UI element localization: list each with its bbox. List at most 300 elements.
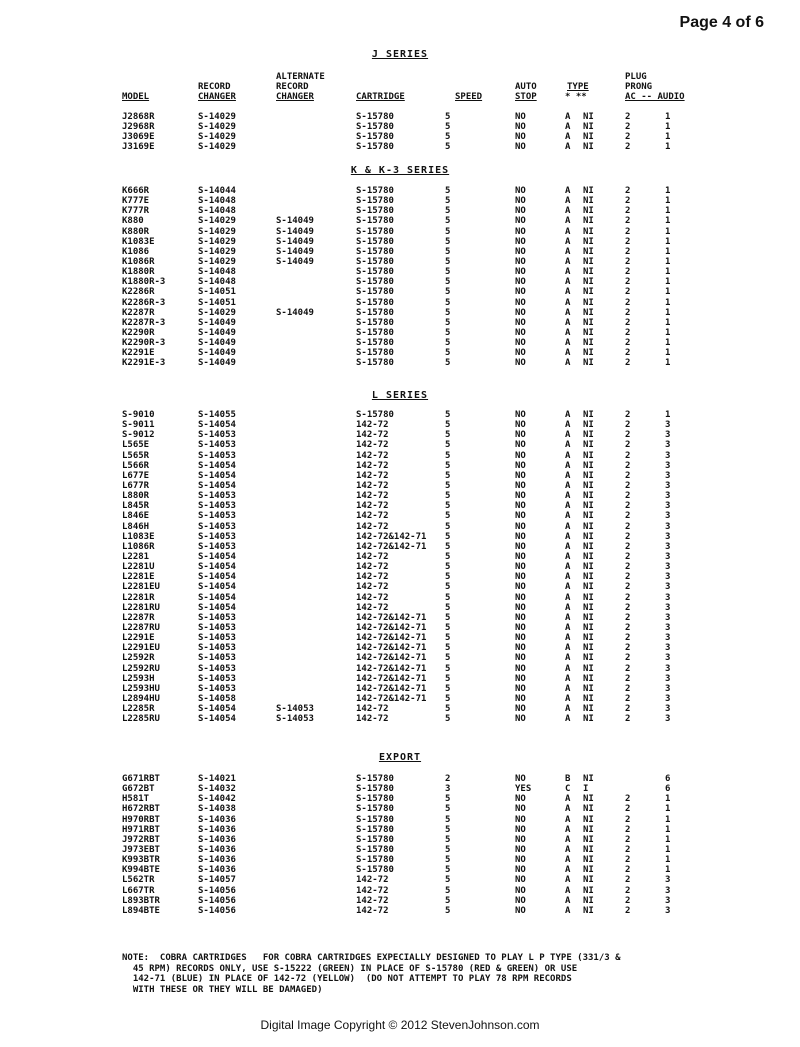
cell-record-changer: S-14029 <box>198 216 236 227</box>
table-row <box>0 287 800 297</box>
header-auto-2: STOP <box>515 92 537 102</box>
cell-cartridge: 142-72 <box>356 440 389 451</box>
cell-type-star: A <box>565 551 571 562</box>
cell-speed: 5 <box>445 602 451 613</box>
cell-model: L893BTR <box>122 895 160 906</box>
cell-plug-ac: 2 <box>625 338 631 349</box>
table-row <box>0 216 800 226</box>
cell-cartridge: 142-72 <box>356 501 389 512</box>
cell-plug-audio: 3 <box>665 562 671 573</box>
table-row <box>0 277 800 287</box>
cell-cartridge: S-15780 <box>356 267 394 278</box>
cell-type-double-star: NI <box>583 186 594 196</box>
cell-plug-ac: 2 <box>625 602 631 613</box>
cell-plug-audio: 3 <box>665 450 671 461</box>
cell-type-double-star: NI <box>583 122 594 133</box>
header-type-1: TYPE <box>567 82 589 92</box>
cell-type-star: A <box>565 206 571 217</box>
cell-type-double-star: NI <box>583 592 594 603</box>
cell-plug-ac: 2 <box>625 562 631 573</box>
cell-plug-ac: 2 <box>625 317 631 328</box>
cell-type-star: A <box>565 541 571 552</box>
table-row <box>0 501 800 511</box>
cell-type-star: A <box>565 256 571 267</box>
cell-plug-audio: 3 <box>665 491 671 502</box>
table-row <box>0 774 800 784</box>
cell-auto-stop: NO <box>515 186 526 196</box>
cell-type-double-star: NI <box>583 693 594 704</box>
cobra-cartridge-note: NOTE: COBRA CARTRIDGES FOR COBRA CARTRIDGES EXPECIALLY DESIGNED TO PLAY L P TYPE (331/3 & 45 RPM) RECORDS ONLY, USE S-15222 (GREEN) IN PLACE OF S-15780 (RED & GREEN) OR USE 142-71 (BLUE) IN PLACE OF 142-72 (YELLOW) (DO NOT ATTEMPT TO PLAY 78 RPM RECORDS WITH THESE OR THEY WILL BE DAMAGED) <box>122 953 621 995</box>
cell-auto-stop: NO <box>515 440 526 451</box>
cell-speed: 5 <box>445 814 451 825</box>
cell-type-star: A <box>565 420 571 431</box>
cell-plug-ac: 2 <box>625 673 631 684</box>
table-row <box>0 784 800 794</box>
cell-speed: 5 <box>445 673 451 684</box>
cell-record-changer: S-14053 <box>198 430 236 441</box>
cell-model: S-9010 <box>122 410 155 420</box>
cell-plug-audio: 3 <box>665 885 671 896</box>
cell-record-changer: S-14056 <box>198 885 236 896</box>
cell-model: L1086R <box>122 541 155 552</box>
cell-plug-audio: 1 <box>665 132 671 143</box>
cell-speed: 5 <box>445 643 451 654</box>
cell-model: K2286R-3 <box>122 297 166 308</box>
cell-record-changer: S-14029 <box>198 236 236 247</box>
cell-model: K2291E-3 <box>122 358 166 369</box>
cell-speed: 5 <box>445 480 451 491</box>
cell-type-double-star: NI <box>583 246 594 257</box>
table-row <box>0 522 800 532</box>
cell-speed: 5 <box>445 440 451 451</box>
cell-plug-ac: 2 <box>625 653 631 664</box>
cell-type-double-star: NI <box>583 643 594 654</box>
cell-model: K2291E <box>122 348 155 359</box>
table-row <box>0 542 800 552</box>
cell-auto-stop: NO <box>515 256 526 267</box>
cell-model: L2285R <box>122 704 155 715</box>
cell-model: J3169E <box>122 142 155 153</box>
cell-auto-stop: NO <box>515 531 526 542</box>
cell-type-star: A <box>565 132 571 143</box>
cell-record-changer: S-14049 <box>198 358 236 369</box>
cell-auto-stop: NO <box>515 317 526 328</box>
cell-type-double-star: NI <box>583 895 594 906</box>
cell-plug-ac: 2 <box>625 256 631 267</box>
cell-plug-audio: 3 <box>665 683 671 694</box>
cell-type-star: A <box>565 653 571 664</box>
cell-type-double-star: NI <box>583 338 594 349</box>
cell-cartridge: 142-72&142-71 <box>356 673 427 684</box>
cell-record-changer: S-14053 <box>198 643 236 654</box>
cell-cartridge: 142-72 <box>356 470 389 481</box>
cell-plug-audio: 3 <box>665 875 671 886</box>
cell-model: L2281 <box>122 551 150 562</box>
table-row <box>0 582 800 592</box>
cell-type-star: A <box>565 855 571 866</box>
table-row <box>0 643 800 653</box>
cell-model: L2291E <box>122 633 155 644</box>
cell-record-changer: S-14048 <box>198 277 236 288</box>
cell-model: K777E <box>122 196 150 207</box>
cell-type-star: A <box>565 317 571 328</box>
cell-plug-ac: 2 <box>625 905 631 916</box>
cell-speed: 2 <box>445 774 451 784</box>
table-row <box>0 593 800 603</box>
cell-cartridge: 142-72&142-71 <box>356 622 427 633</box>
cell-plug-audio: 1 <box>665 186 671 196</box>
cell-cartridge: 142-72 <box>356 572 389 583</box>
cell-speed: 5 <box>445 142 451 153</box>
section-title-text: L SERIES <box>371 390 429 401</box>
cell-cartridge: S-15780 <box>356 410 394 420</box>
cell-auto-stop: NO <box>515 521 526 532</box>
cell-speed: 5 <box>445 714 451 725</box>
cell-cartridge: 142-72 <box>356 450 389 461</box>
cell-record-changer: S-14021 <box>198 774 236 784</box>
cell-plug-audio: 3 <box>665 501 671 512</box>
cell-plug-audio: 1 <box>665 794 671 805</box>
cell-cartridge: S-15780 <box>356 256 394 267</box>
cell-type-double-star: NI <box>583 814 594 825</box>
cell-type-double-star: NI <box>583 885 594 896</box>
cell-plug-ac: 2 <box>625 521 631 532</box>
cell-speed: 5 <box>445 430 451 441</box>
table-row <box>0 794 800 804</box>
cell-auto-stop: NO <box>515 824 526 835</box>
table-row <box>0 186 800 196</box>
cell-model: L2592RU <box>122 663 160 674</box>
cell-type-star: A <box>565 501 571 512</box>
cell-plug-ac: 2 <box>625 875 631 886</box>
cell-plug-ac: 2 <box>625 804 631 815</box>
cell-plug-audio: 1 <box>665 256 671 267</box>
cell-speed: 5 <box>445 905 451 916</box>
cell-record-changer: S-14054 <box>198 420 236 431</box>
cell-cartridge: 142-72 <box>356 885 389 896</box>
cell-record-changer: S-14057 <box>198 875 236 886</box>
table-row <box>0 804 800 814</box>
cell-record-changer: S-14048 <box>198 206 236 217</box>
table-row <box>0 875 800 885</box>
cell-plug-audio: 1 <box>665 855 671 866</box>
cell-record-changer: S-14048 <box>198 267 236 278</box>
cell-plug-ac: 2 <box>625 592 631 603</box>
cell-auto-stop: NO <box>515 551 526 562</box>
cell-cartridge: S-15780 <box>356 804 394 815</box>
cell-type-double-star: NI <box>583 287 594 298</box>
rows-k-series <box>0 186 800 369</box>
cell-model: L562TR <box>122 875 155 886</box>
cell-auto-stop: NO <box>515 246 526 257</box>
cell-speed: 5 <box>445 582 451 593</box>
cell-cartridge: 142-72 <box>356 714 389 725</box>
cell-plug-audio: 1 <box>665 307 671 318</box>
cell-type-star: A <box>565 327 571 338</box>
cell-plug-ac: 2 <box>625 460 631 471</box>
cell-type-star: C <box>565 784 571 795</box>
cell-type-double-star: NI <box>583 470 594 481</box>
cell-auto-stop: NO <box>515 470 526 481</box>
cell-plug-ac: 2 <box>625 122 631 133</box>
cell-record-changer: S-14053 <box>198 440 236 451</box>
cell-plug-audio: 6 <box>665 784 671 795</box>
cell-plug-audio: 1 <box>665 246 671 257</box>
cell-record-changer: S-14053 <box>198 683 236 694</box>
cell-model: K777R <box>122 206 150 217</box>
cell-auto-stop: NO <box>515 704 526 715</box>
cell-auto-stop: NO <box>515 582 526 593</box>
cell-alternate-changer: S-14049 <box>276 246 314 257</box>
cell-cartridge: 142-72&142-71 <box>356 683 427 694</box>
cell-record-changer: S-14053 <box>198 521 236 532</box>
cell-cartridge: 142-72 <box>356 551 389 562</box>
cell-plug-audio: 1 <box>665 804 671 815</box>
cell-speed: 5 <box>445 491 451 502</box>
table-row <box>0 122 800 132</box>
header-model: MODEL <box>122 92 150 102</box>
cell-type-double-star: NI <box>583 541 594 552</box>
table-row <box>0 308 800 318</box>
cell-model: L2593HU <box>122 683 160 694</box>
rows-l-series <box>0 410 800 724</box>
cell-speed: 5 <box>445 327 451 338</box>
cell-cartridge: S-15780 <box>356 132 394 143</box>
cell-record-changer: S-14053 <box>198 511 236 522</box>
cell-auto-stop: NO <box>515 541 526 552</box>
cell-auto-stop: NO <box>515 562 526 573</box>
cell-speed: 5 <box>445 511 451 522</box>
cell-cartridge: 142-72 <box>356 562 389 573</box>
cell-cartridge: 142-72&142-71 <box>356 653 427 664</box>
cell-speed: 5 <box>445 572 451 583</box>
cell-type-star: A <box>565 804 571 815</box>
cell-record-changer: S-14053 <box>198 673 236 684</box>
cell-plug-audio: 3 <box>665 430 671 441</box>
cell-plug-audio: 3 <box>665 480 671 491</box>
cell-auto-stop: NO <box>515 895 526 906</box>
header-plug-1: PLUG <box>625 72 647 82</box>
cell-cartridge: S-15780 <box>356 122 394 133</box>
cell-model: L880R <box>122 491 150 502</box>
cell-record-changer: S-14049 <box>198 348 236 359</box>
cell-auto-stop: NO <box>515 460 526 471</box>
cell-plug-ac: 2 <box>625 132 631 143</box>
cell-type-double-star: NI <box>583 460 594 471</box>
cell-plug-ac: 2 <box>625 196 631 207</box>
cell-model: J2868R <box>122 112 155 122</box>
cell-type-double-star: NI <box>583 865 594 876</box>
table-row <box>0 896 800 906</box>
cell-cartridge: S-15780 <box>356 824 394 835</box>
table-row <box>0 845 800 855</box>
cell-speed: 5 <box>445 122 451 133</box>
cell-record-changer: S-14044 <box>198 186 236 196</box>
cell-speed: 5 <box>445 460 451 471</box>
cell-plug-ac: 2 <box>625 885 631 896</box>
cell-record-changer: S-14029 <box>198 307 236 318</box>
cell-record-changer: S-14029 <box>198 112 236 122</box>
cell-plug-audio: 3 <box>665 612 671 623</box>
cell-auto-stop: NO <box>515 327 526 338</box>
table-row <box>0 704 800 714</box>
table-row <box>0 552 800 562</box>
cell-auto-stop: NO <box>515 814 526 825</box>
cell-auto-stop: NO <box>515 663 526 674</box>
cell-cartridge: 142-72 <box>356 511 389 522</box>
cell-speed: 5 <box>445 420 451 431</box>
cell-type-star: A <box>565 592 571 603</box>
cell-speed: 5 <box>445 612 451 623</box>
cell-model: K880 <box>122 216 144 227</box>
cell-cartridge: S-15780 <box>356 216 394 227</box>
table-row <box>0 815 800 825</box>
cell-type-double-star: NI <box>583 704 594 715</box>
cell-plug-ac: 2 <box>625 430 631 441</box>
table-row <box>0 430 800 440</box>
cell-cartridge: S-15780 <box>356 794 394 805</box>
cell-type-star: A <box>565 633 571 644</box>
cell-auto-stop: NO <box>515 307 526 318</box>
cell-plug-ac: 2 <box>625 480 631 491</box>
cell-speed: 5 <box>445 804 451 815</box>
cell-auto-stop: NO <box>515 226 526 237</box>
cell-model: K2286R <box>122 287 155 298</box>
rows-j-series <box>0 112 800 153</box>
cell-plug-audio: 1 <box>665 814 671 825</box>
cell-record-changer: S-14054 <box>198 602 236 613</box>
cell-plug-audio: 1 <box>665 142 671 153</box>
cell-plug-audio: 3 <box>665 622 671 633</box>
cell-plug-ac: 2 <box>625 582 631 593</box>
cell-cartridge: S-15780 <box>356 277 394 288</box>
cell-plug-audio: 3 <box>665 531 671 542</box>
table-row <box>0 906 800 916</box>
cell-model: L566R <box>122 460 150 471</box>
table-row <box>0 348 800 358</box>
table-row <box>0 855 800 865</box>
cell-model: K1880R <box>122 267 155 278</box>
table-row <box>0 247 800 257</box>
cell-plug-ac: 2 <box>625 206 631 217</box>
cell-speed: 5 <box>445 592 451 603</box>
cell-cartridge: S-15780 <box>356 317 394 328</box>
cell-plug-audio: 3 <box>665 521 671 532</box>
cell-model: K1880R-3 <box>122 277 166 288</box>
cell-type-star: A <box>565 844 571 855</box>
cell-plug-audio: 3 <box>665 643 671 654</box>
cell-type-double-star: NI <box>583 531 594 542</box>
cell-cartridge: S-15780 <box>356 327 394 338</box>
cell-auto-stop: NO <box>515 693 526 704</box>
cell-auto-stop: NO <box>515 450 526 461</box>
cell-model: K2290R-3 <box>122 338 166 349</box>
cell-cartridge: S-15780 <box>356 774 394 784</box>
cell-speed: 5 <box>445 470 451 481</box>
cell-speed: 5 <box>445 267 451 278</box>
cell-speed: 5 <box>445 307 451 318</box>
cell-cartridge: S-15780 <box>356 784 394 795</box>
cell-record-changer: S-14036 <box>198 834 236 845</box>
cell-record-changer: S-14055 <box>198 410 236 420</box>
cell-type-double-star: NI <box>583 602 594 613</box>
cell-plug-ac: 2 <box>625 714 631 725</box>
cell-plug-ac: 2 <box>625 501 631 512</box>
table-row <box>0 613 800 623</box>
cell-type-double-star: NI <box>583 714 594 725</box>
cell-speed: 5 <box>445 895 451 906</box>
cell-type-star: A <box>565 430 571 441</box>
cell-plug-audio: 6 <box>665 774 671 784</box>
copyright-footer: Digital Image Copyright © 2012 StevenJohnson.com <box>260 1018 540 1032</box>
cell-plug-audio: 1 <box>665 865 671 876</box>
cell-plug-ac: 2 <box>625 307 631 318</box>
cell-type-double-star: NI <box>583 226 594 237</box>
section-title-j-series <box>0 49 800 60</box>
cell-plug-audio: 1 <box>665 236 671 247</box>
table-row <box>0 653 800 663</box>
cell-type-double-star: NI <box>583 267 594 278</box>
cell-model: L2291EU <box>122 643 160 654</box>
cell-type-star: A <box>565 663 571 674</box>
table-row <box>0 491 800 501</box>
cell-type-double-star: NI <box>583 206 594 217</box>
cell-plug-audio: 1 <box>665 196 671 207</box>
cell-type-double-star: NI <box>583 216 594 227</box>
table-row <box>0 227 800 237</box>
cell-type-double-star: NI <box>583 622 594 633</box>
cell-plug-ac: 2 <box>625 327 631 338</box>
cell-record-changer: S-14053 <box>198 531 236 542</box>
section-title-k-series <box>0 165 800 176</box>
cell-plug-audio: 3 <box>665 470 671 481</box>
table-row <box>0 471 800 481</box>
cell-cartridge: 142-72 <box>356 895 389 906</box>
cell-auto-stop: NO <box>515 612 526 623</box>
header-alt-3: CHANGER <box>276 92 314 102</box>
cell-plug-audio: 3 <box>665 440 671 451</box>
cell-cartridge: 142-72&142-71 <box>356 663 427 674</box>
cell-auto-stop: NO <box>515 885 526 896</box>
cell-plug-ac: 2 <box>625 297 631 308</box>
cell-model: L846E <box>122 511 150 522</box>
cell-auto-stop: NO <box>515 277 526 288</box>
cell-type-star: A <box>565 885 571 896</box>
cell-type-double-star: NI <box>583 633 594 644</box>
cell-record-changer: S-14029 <box>198 246 236 257</box>
cell-auto-stop: NO <box>515 602 526 613</box>
cell-speed: 5 <box>445 541 451 552</box>
cell-type-star: A <box>565 226 571 237</box>
cell-cartridge: S-15780 <box>356 287 394 298</box>
cell-type-double-star: NI <box>583 277 594 288</box>
cell-speed: 5 <box>445 277 451 288</box>
cell-type-star: A <box>565 673 571 684</box>
cell-plug-audio: 3 <box>665 905 671 916</box>
cell-model: H672RBT <box>122 804 160 815</box>
cell-type-double-star: NI <box>583 450 594 461</box>
cell-type-double-star: NI <box>583 905 594 916</box>
cell-cartridge: S-15780 <box>356 338 394 349</box>
table-row <box>0 633 800 643</box>
cell-auto-stop: NO <box>515 410 526 420</box>
cell-type-star: A <box>565 277 571 288</box>
cell-type-double-star: NI <box>583 875 594 886</box>
cell-plug-audio: 1 <box>665 206 671 217</box>
table-row <box>0 132 800 142</box>
cell-type-star: A <box>565 562 571 573</box>
table-row <box>0 511 800 521</box>
